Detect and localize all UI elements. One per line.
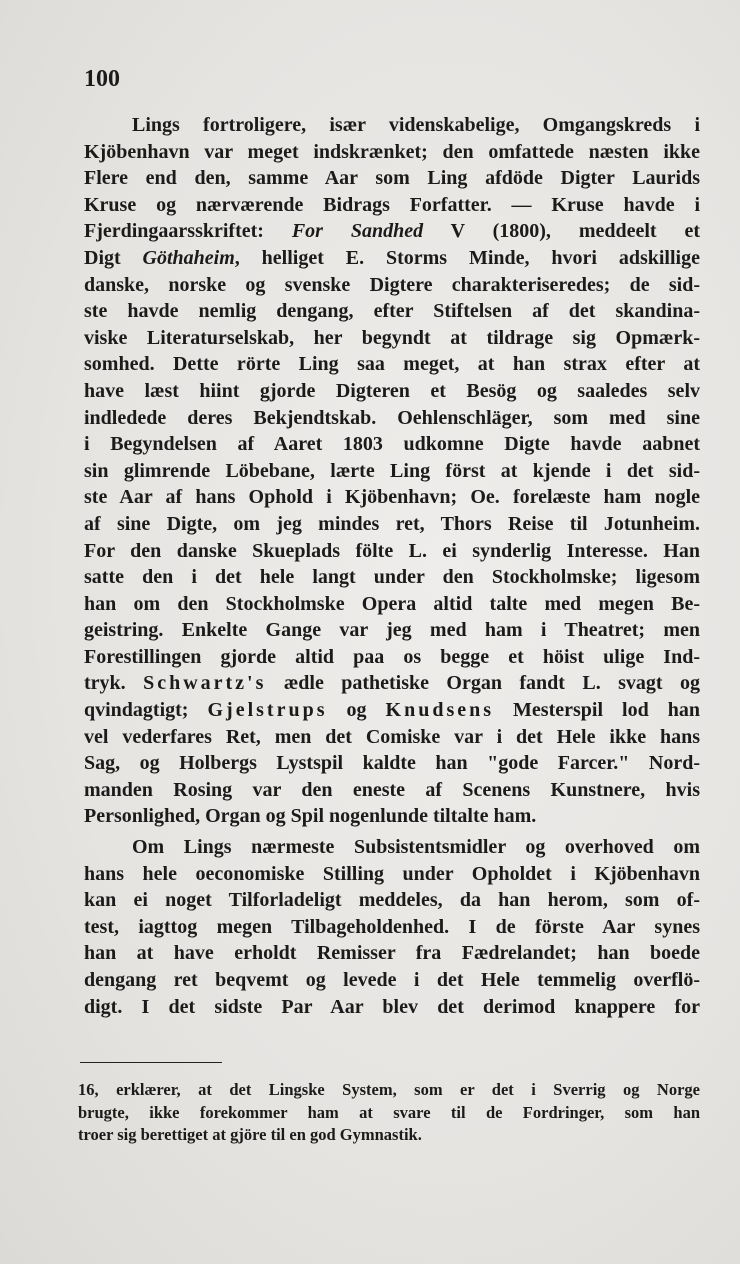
text-run: 16, erklærer, at det Lingske System, som er det i Sverrig og Norge	[78, 1080, 700, 1099]
text-run: Flere end den, samme Aar som Ling afdöde Digter Laurids	[84, 167, 700, 190]
text-run: troer sig berettiget at gjöre til en god Gymnastik.	[78, 1125, 422, 1144]
text-run: Forestillingen gjorde altid paa os begge et höist ulige Ind-	[84, 645, 700, 668]
text-line	[84, 617, 700, 644]
footnote-divider	[80, 1062, 222, 1063]
text-run: dengang ret beqvemt og levede i det Hele temmelig overflö-	[84, 969, 700, 991]
text-line	[84, 112, 700, 139]
text-line	[84, 458, 700, 485]
text-run: Om Lings nærmeste Subsistentsmidler og overhoved om	[132, 836, 700, 859]
text-run: geistring. Enkelte Gange var jeg med ham i Theatret; men	[84, 619, 700, 642]
text-line	[84, 887, 700, 914]
text-run: sin glimrende Löbebane, lærte Ling först at kjende i det sid-	[84, 459, 700, 482]
text-run: viske Literaturselskab, her begyndt at tildrage sig Opmærk-	[84, 326, 700, 349]
text-line	[84, 777, 700, 804]
text-run: brugte, ikke forekommer ham at svare til de Fordringer, som han	[78, 1102, 700, 1122]
text-run: Fjerdingaarsskriftet:	[84, 220, 292, 243]
footnote	[78, 1079, 700, 1147]
text-line	[84, 272, 700, 299]
text-line	[84, 165, 700, 192]
text-run: ædle pathetiske Organ fandt L. svagt og	[266, 672, 700, 695]
text-line	[84, 192, 700, 219]
text-line	[84, 298, 700, 325]
text-line	[84, 914, 700, 941]
text-line	[84, 644, 700, 671]
text-line	[84, 670, 700, 697]
text-line	[84, 218, 700, 245]
text-run: Kjöbenhavn var meget indskrænket; den omfattede næsten ikke	[84, 140, 700, 163]
text-run: og	[327, 699, 386, 722]
text-run: Digt	[84, 246, 143, 269]
text-run: Mesterspil lod han	[494, 699, 700, 722]
text-run: han at have erholdt Remisser fra Fædrelandet; han boede	[84, 942, 700, 965]
text-line	[84, 378, 700, 405]
text-run: danske, norske og svenske Digtere charakteriseredes; de sid-	[84, 273, 700, 296]
text-line	[84, 245, 700, 272]
text-line	[84, 994, 700, 1021]
text-run: hans hele oeconomiske Stilling under Opholdet i Kjöbenhavn	[84, 862, 700, 885]
spaced-name: Knudsens	[385, 699, 495, 722]
text-run: manden Rosing var den eneste af Scenens Kunstnere, hvis	[84, 778, 700, 801]
text-line	[84, 139, 700, 166]
text-run: i Begyndelsen af Aaret 1803 udkomne Digte havde aabnet	[84, 433, 700, 456]
text-line	[84, 538, 700, 565]
text-run: , helliget E. Storms Minde, hvori adskillige	[234, 246, 700, 269]
text-run: ste Aar af hans Ophold i Kjöbenhavn; Oe. forelæste ham nogle	[84, 486, 700, 509]
text-line	[84, 861, 700, 888]
text-line	[84, 940, 700, 967]
text-run: Sag, og Holbergs Lystspil kaldte han "gode Farcer." Nord-	[84, 752, 700, 775]
text-run: V (1800), meddeelt et	[423, 220, 700, 243]
spaced-name: Gjelstrups	[207, 699, 328, 722]
text-run: test, iagttog megen Tilbageholdenhed. I de förste Aar synes	[84, 915, 700, 938]
text-line	[84, 697, 700, 724]
text-run: kan ei noget Tilforladeligt meddeles, da han herom, som of-	[84, 889, 700, 912]
footnote-line	[78, 1102, 700, 1125]
text-run: satte den i det hele langt under den Stockholmske; ligesom	[84, 566, 700, 589]
spaced-name: Schwartz's	[143, 672, 267, 695]
text-line	[84, 405, 700, 432]
text-run: Kruse og nærværende Bidrags Forfatter. — Kruse havde i	[84, 193, 700, 216]
text-line	[84, 967, 700, 994]
text-run: For den danske Skueplads fölte L. ei synderlig Interesse. Han	[84, 539, 700, 562]
italic-title: For Sandhed	[291, 220, 424, 243]
body-text	[84, 112, 700, 1020]
text-line	[84, 750, 700, 777]
footnote-line	[78, 1124, 700, 1147]
text-line	[84, 431, 700, 458]
text-run: Personlighed, Organ og Spil nogenlunde tiltalte ham.	[84, 805, 537, 828]
text-line	[84, 564, 700, 591]
text-line	[84, 834, 700, 861]
text-run: somhed. Dette rörte Ling saa meget, at han strax efter at	[84, 353, 700, 376]
text-run: vel vederfares Ret, men det Comiske var i det Hele ikke hans	[84, 725, 700, 748]
page-number: 100	[84, 66, 120, 92]
text-run: digt. I det sidste Par Aar blev det derimod knappere for	[84, 995, 700, 1018]
text-line	[84, 484, 700, 511]
footnote-line	[78, 1079, 700, 1102]
text-run: have læst hiint gjorde Digteren et Besög og saaledes selv	[84, 379, 700, 402]
text-line	[84, 351, 700, 378]
text-line	[84, 325, 700, 352]
text-run: indledede deres Bekjendtskab. Oehlenschläger, som med sine	[84, 406, 700, 429]
text-line	[84, 591, 700, 618]
text-line	[84, 511, 700, 538]
italic-title: Göthaheim	[142, 246, 235, 269]
text-line	[84, 803, 700, 830]
text-run: qvindagtigt;	[84, 699, 208, 722]
text-run: ste havde nemlig dengang, efter Stiftelsen af det skandina-	[84, 300, 700, 323]
text-run: han om den Stockholmske Opera altid talte med megen Be-	[84, 592, 700, 615]
text-run: tryk.	[84, 672, 144, 695]
text-run: Lings fortroligere, især videnskabelige, Omgangskreds i	[132, 114, 700, 136]
text-run: af sine Digte, om jeg mindes ret, Thors Reise til Jotunheim.	[84, 512, 700, 535]
text-line	[84, 724, 700, 751]
